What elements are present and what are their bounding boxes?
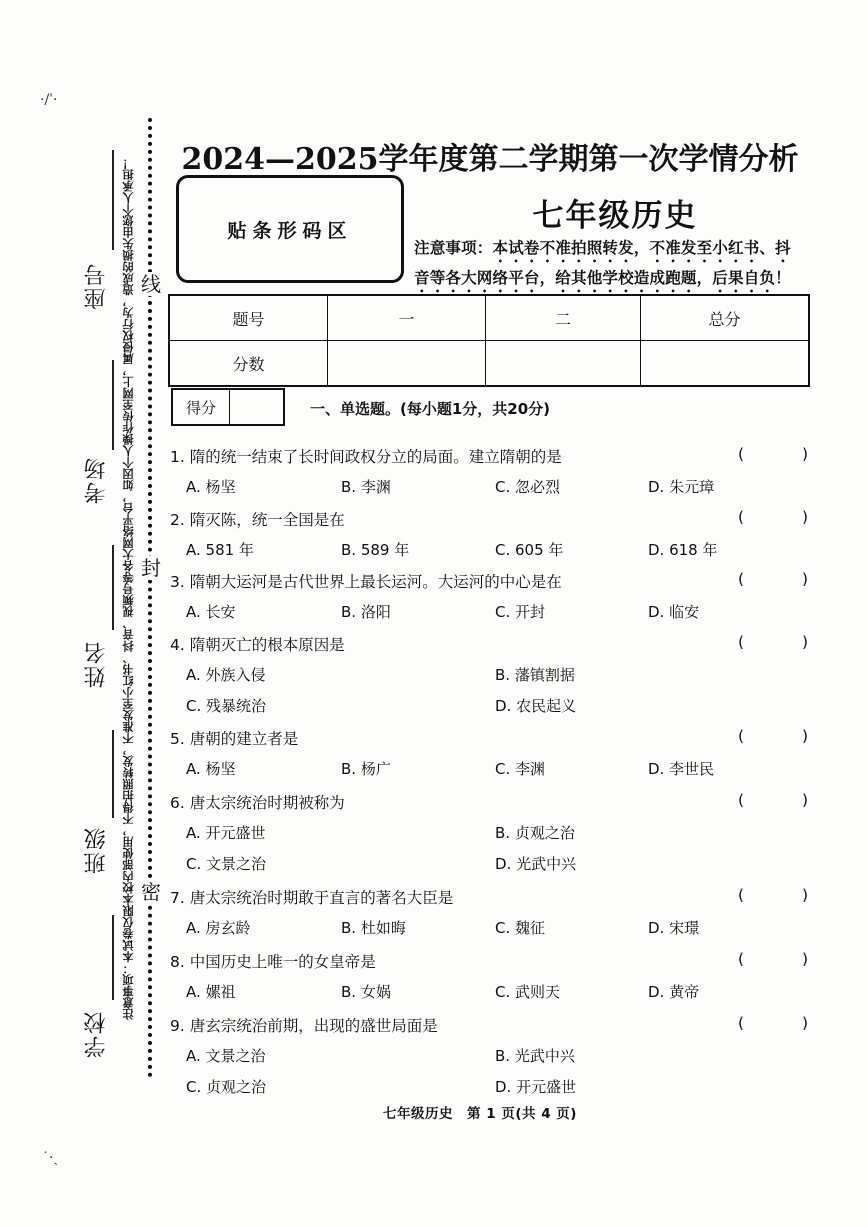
option-d: D. 农民起义	[495, 697, 577, 715]
option-d: D. 李世民	[648, 760, 715, 778]
paren-right: )	[801, 508, 808, 526]
option-b: B. 李渊	[341, 478, 391, 496]
seat-line	[112, 150, 114, 250]
option-c: C. 贞观之治	[186, 1078, 267, 1096]
option-a: A. 581 年	[186, 541, 254, 559]
answer-blank[interactable]	[738, 508, 808, 526]
option-c: C. 李渊	[495, 760, 546, 778]
option-a: A. 嫘祖	[186, 983, 236, 1001]
class-label: 班级	[84, 826, 109, 874]
option-c: C. 武则天	[495, 983, 561, 1001]
question-stem: 6. 唐太宗统治时期被称为	[170, 794, 345, 812]
seat-label: 座号	[84, 262, 109, 310]
paren-left: (	[738, 950, 745, 968]
question-stem: 8. 中国历史上唯一的女皇帝是	[170, 953, 376, 971]
section-score-input[interactable]	[230, 390, 283, 424]
question-stem: 2. 隋灭陈，统一全国是在	[170, 511, 345, 529]
option-d: D. 宋璟	[648, 919, 700, 937]
seal-char-xian: 线	[141, 272, 161, 296]
score-table	[168, 294, 810, 387]
answer-blank[interactable]	[738, 1014, 808, 1032]
option-a: A. 长安	[186, 603, 236, 621]
score-table-score-row	[169, 341, 809, 387]
paren-right: )	[801, 950, 808, 968]
question-stem: 7. 唐太宗统治时期敢于直言的著名大臣是	[170, 889, 454, 907]
paren-right: )	[801, 791, 808, 809]
section-title: 一、单选题。(每小题1分，共20分)	[310, 400, 551, 418]
section-score-label: 得分	[173, 390, 230, 424]
option-d: D. 黄帝	[648, 983, 700, 1001]
question-stem: 5. 唐朝的建立者是	[170, 730, 299, 748]
barcode-label: 贴条形码区	[227, 219, 353, 242]
score-cell-part-two: 二	[486, 295, 641, 341]
school-label: 学校	[84, 1010, 109, 1058]
paren-left: (	[738, 508, 745, 526]
question-stem: 4. 隋朝灭亡的根本原因是	[170, 636, 345, 654]
exam-title: 2024—2025学年度第二学期第一次学情分析	[181, 142, 799, 177]
option-b: B. 贞观之治	[495, 824, 575, 842]
option-d: D. 618 年	[648, 541, 718, 559]
section-score-box	[171, 388, 285, 426]
seal-char-mi: 密	[141, 880, 161, 904]
answer-blank[interactable]	[738, 633, 808, 651]
room-line	[112, 360, 114, 450]
paren-right: )	[801, 886, 808, 904]
paren-left: (	[738, 886, 745, 904]
scan-smudge-bottom: ˙·ˎ	[42, 1150, 59, 1166]
question-stem: 3. 隋朝大运河是古代世界上最长运河。大运河的中心是在	[170, 573, 562, 591]
paren-right: )	[801, 445, 808, 463]
paren-right: )	[801, 570, 808, 588]
room-label: 考场	[84, 456, 109, 504]
notice-line-2: 音等各大网络平台，给其他学校造成跑题，后果自负！	[414, 269, 791, 287]
score-cell-question-no: 题号	[169, 295, 328, 341]
school-line	[112, 915, 114, 1000]
paren-right: )	[801, 727, 808, 745]
option-b: B. 589 年	[341, 541, 410, 559]
page-footer: 七年级历史 第 1 页(共 4 页)	[383, 1106, 577, 1122]
option-a: A. 杨坚	[186, 760, 236, 778]
paren-left: (	[738, 1014, 745, 1032]
paren-right: )	[801, 1014, 808, 1032]
seal-dotted-line	[148, 118, 152, 1078]
answer-blank[interactable]	[738, 445, 808, 463]
option-b: B. 光武中兴	[495, 1047, 575, 1065]
paren-right: )	[801, 633, 808, 651]
name-label: 姓名	[84, 640, 109, 688]
option-d: D. 开元盛世	[495, 1078, 577, 1096]
header-notice	[414, 236, 814, 296]
margin-notice: 注意事项：本试卷仅限本校内部使用，不得拍照转发，不准发至小红书、抖音、视频号等各大网络平台，如因个人操作传至网上，属侵权行为，造成的损失由您个人承担！	[122, 157, 135, 1020]
subject-title: 七年级历史	[532, 198, 698, 234]
option-c: C. 忽必烈	[495, 478, 561, 496]
score-input-part-two[interactable]	[486, 341, 641, 387]
paren-left: (	[738, 791, 745, 809]
option-c: C. 文景之治	[186, 855, 267, 873]
question-stem: 1. 隋的统一结束了长时间政权分立的局面。建立隋朝的是	[170, 448, 562, 466]
option-b: B. 洛阳	[341, 603, 391, 621]
option-c: C. 605 年	[495, 541, 564, 559]
score-cell-total: 总分	[641, 295, 810, 341]
answer-blank[interactable]	[738, 791, 808, 809]
class-line	[112, 730, 114, 818]
notice-prefix: 注意事项：	[414, 239, 493, 257]
option-c: C. 魏征	[495, 919, 546, 937]
answer-blank[interactable]	[738, 727, 808, 745]
option-a: A. 外族入侵	[186, 666, 266, 684]
notice-line-1: 本试卷不准拍照转发，不准发至小红书、抖	[492, 239, 791, 257]
paren-left: (	[738, 570, 745, 588]
option-c: C. 残暴统治	[186, 697, 267, 715]
scan-smudge: ·/ˈ·	[40, 92, 58, 108]
score-table-header-row	[169, 295, 809, 341]
option-b: B. 杜如晦	[341, 919, 406, 937]
option-a: A. 文景之治	[186, 1047, 266, 1065]
barcode-area	[176, 175, 404, 283]
option-a: A. 房玄龄	[186, 919, 251, 937]
answer-blank[interactable]	[738, 886, 808, 904]
option-c: C. 开封	[495, 603, 546, 621]
paren-left: (	[738, 633, 745, 651]
option-b: B. 藩镇割据	[495, 666, 575, 684]
score-cell-score-label: 分数	[169, 341, 328, 387]
paren-left: (	[738, 727, 745, 745]
score-input-total[interactable]	[641, 341, 810, 387]
score-cell-part-one: 一	[328, 295, 486, 341]
option-d: D. 临安	[648, 603, 700, 621]
question-stem: 9. 唐玄宗统治前期，出现的盛世局面是	[170, 1017, 438, 1035]
answer-blank[interactable]	[738, 570, 808, 588]
seal-char-feng: 封	[141, 556, 161, 580]
paren-left: (	[738, 445, 745, 463]
option-a: A. 开元盛世	[186, 824, 266, 842]
option-d: D. 光武中兴	[495, 855, 577, 873]
option-d: D. 朱元璋	[648, 478, 715, 496]
answer-blank[interactable]	[738, 950, 808, 968]
option-b: B. 杨广	[341, 760, 391, 778]
option-a: A. 杨坚	[186, 478, 236, 496]
option-b: B. 女娲	[341, 983, 391, 1001]
score-input-part-one[interactable]	[328, 341, 486, 387]
name-line	[112, 545, 114, 630]
